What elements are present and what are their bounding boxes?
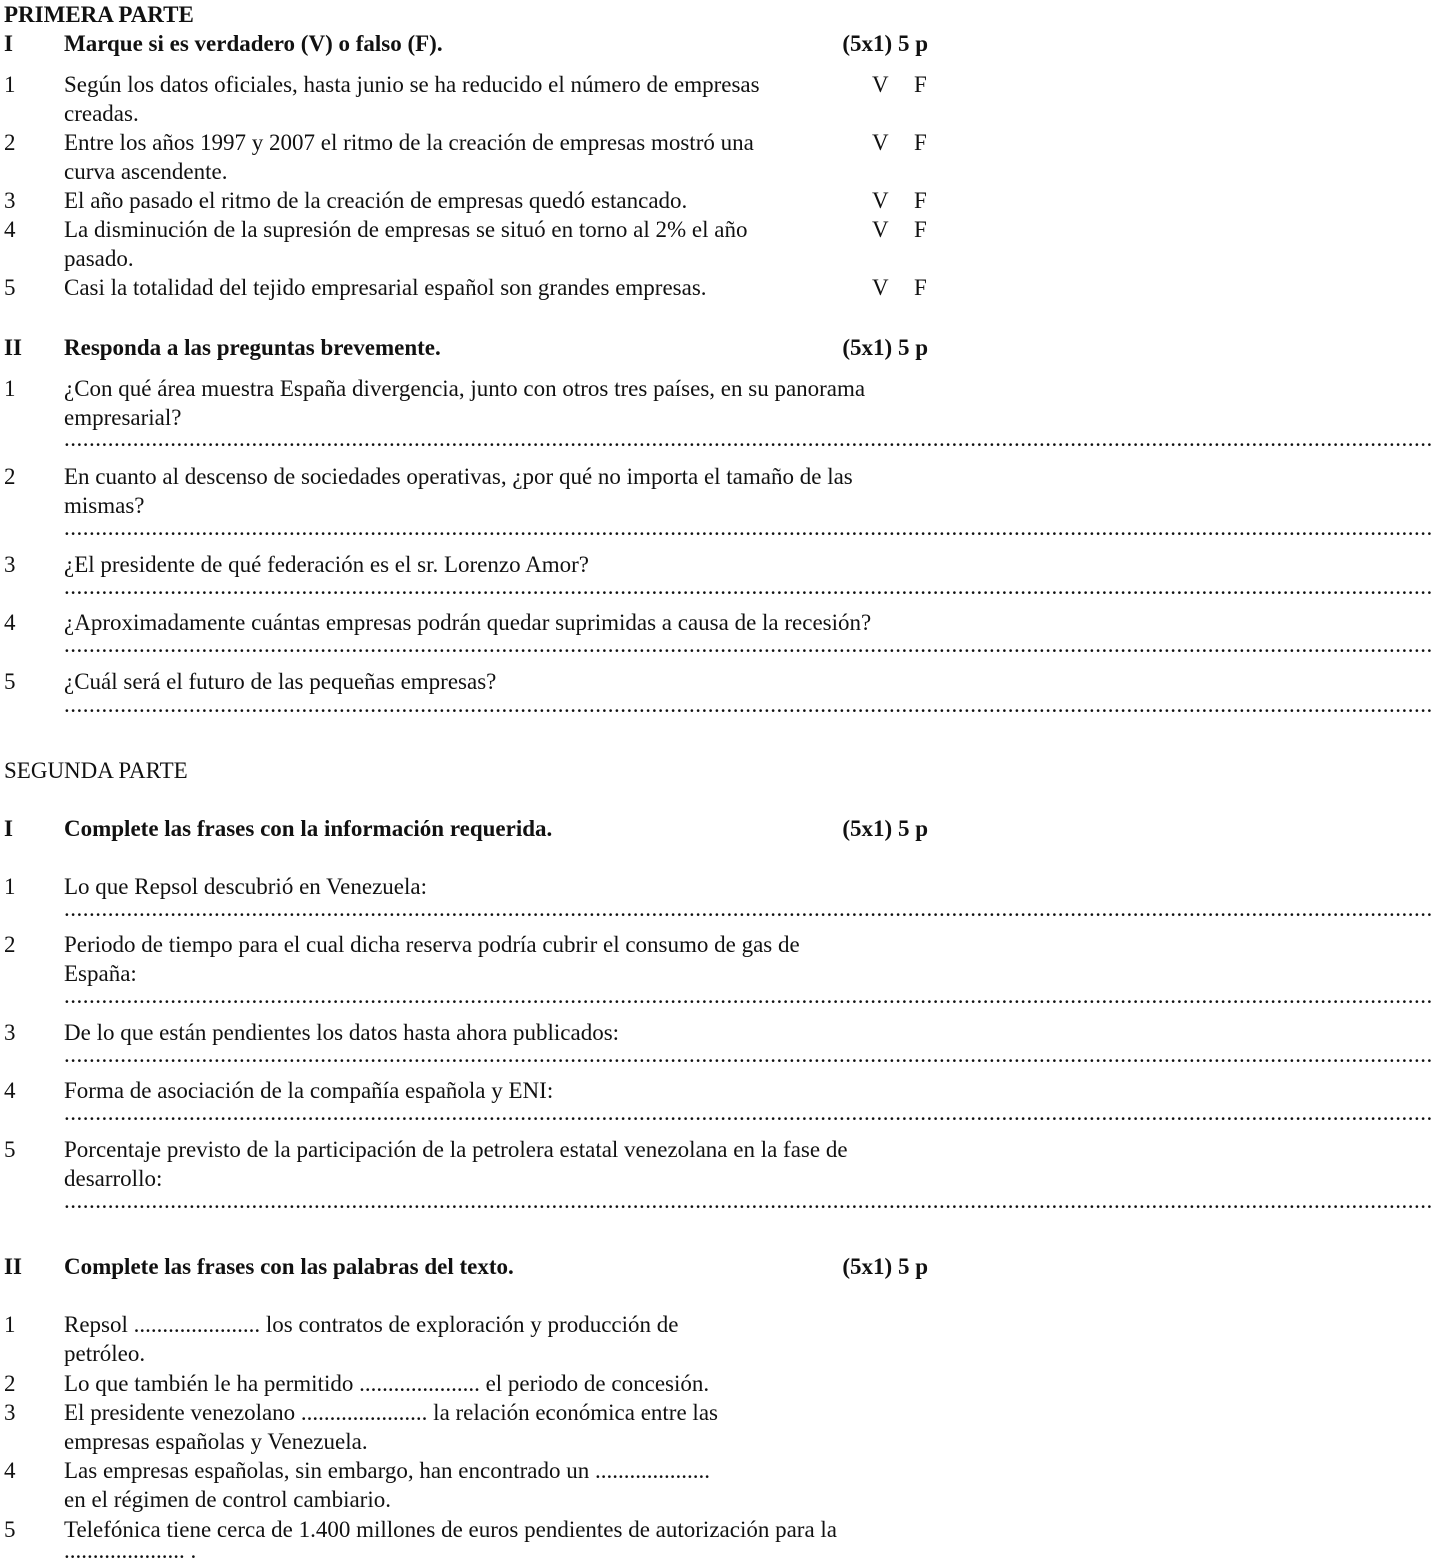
item-number: 1 [4, 874, 16, 899]
section-number: I [4, 31, 13, 56]
item-number: 3 [4, 1400, 16, 1425]
prompt-text: De lo que están pendientes los datos hasta ahora publicados: [64, 1020, 620, 1045]
vf-choice[interactable]: V F [872, 275, 927, 300]
section-heading: Marque si es verdadero (V) o falso (F). [64, 31, 443, 56]
section-points: (5x1) 5 p [842, 335, 928, 360]
tf-statement: El año pasado el ritmo de la creación de empresas quedó estancado. [64, 188, 688, 213]
vf-choice[interactable]: V F [872, 130, 927, 155]
item-number: 5 [4, 1517, 16, 1542]
fill-sentence-cont: petróleo. [64, 1341, 146, 1366]
answer-line[interactable]: ........................................................................................................................................................................................................................... [64, 1188, 1433, 1213]
section-number: II [4, 335, 22, 360]
item-number: 1 [4, 376, 16, 401]
item-number: 2 [4, 130, 16, 155]
prompt-text: Porcentaje previsto de la participación de la petrolera estatal venezolana en la fase de [64, 1137, 848, 1162]
section-points: (5x1) 5 p [842, 1254, 928, 1279]
question-text-cont: empresarial? [64, 405, 182, 430]
section-heading: Complete las frases con las palabras del texto. [64, 1254, 514, 1279]
tf-statement: La disminución de la supresión de empresas se situó en torno al 2% el año [64, 217, 748, 242]
answer-line[interactable]: ........................................................................................................................................................................................................................... [64, 1100, 1433, 1125]
item-number: 5 [4, 669, 16, 694]
question-text: ¿El presidente de qué federación es el sr. Lorenzo Amor? [64, 552, 589, 577]
fill-sentence-cont: en el régimen de control cambiario. [64, 1487, 391, 1512]
fill-sentence[interactable]: El presidente venezolano ...................... la relación económica entre las [64, 1400, 718, 1425]
section-number: I [4, 816, 13, 841]
fill-sentence[interactable]: Las empresas españolas, sin embargo, han encontrado un .................... [64, 1458, 710, 1483]
tf-statement: Entre los años 1997 y 2007 el ritmo de la creación de empresas mostró una [64, 130, 754, 155]
fill-sentence[interactable]: Lo que también le ha permitido ..................... el periodo de concesión. [64, 1371, 710, 1396]
answer-line[interactable]: ........................................................................................................................................................................................................................... [64, 983, 1433, 1008]
item-number: 2 [4, 1371, 16, 1396]
section-points: (5x1) 5 p [842, 31, 928, 56]
item-number: 1 [4, 72, 16, 97]
item-number: 2 [4, 464, 16, 489]
tf-statement: Según los datos oficiales, hasta junio se ha reducido el número de empresas [64, 72, 760, 97]
fill-blank[interactable]: ..................... . [64, 1538, 197, 1563]
section-number: II [4, 1254, 22, 1279]
item-number: 5 [4, 275, 16, 300]
item-number: 3 [4, 552, 16, 577]
answer-line[interactable]: ........................................................................................................................................................................................................................... [64, 515, 1433, 540]
prompt-text: Lo que Repsol descubrió en Venezuela: [64, 874, 427, 899]
fill-sentence[interactable]: Repsol ...................... los contratos de exploración y producción de [64, 1312, 679, 1337]
prompt-text: Periodo de tiempo para el cual dicha reserva podría cubrir el consumo de gas de [64, 932, 800, 957]
prompt-text-cont: desarrollo: [64, 1166, 163, 1191]
question-text-cont: mismas? [64, 493, 145, 518]
tf-statement-cont: pasado. [64, 246, 134, 271]
item-number: 4 [4, 217, 16, 242]
item-number: 4 [4, 1078, 16, 1103]
item-number: 2 [4, 932, 16, 957]
vf-choice[interactable]: V F [872, 72, 927, 97]
prompt-text: Forma de asociación de la compañía española y ENI: [64, 1078, 554, 1103]
question-text: ¿Cuál será el futuro de las pequeñas empresas? [64, 669, 497, 694]
tf-statement-cont: curva ascendente. [64, 159, 228, 184]
section-points: (5x1) 5 p [842, 816, 928, 841]
answer-line[interactable]: ........................................................................................................................................................................................................................... [64, 692, 1433, 717]
vf-choice[interactable]: V F [872, 217, 927, 242]
item-number: 3 [4, 1020, 16, 1045]
tf-statement: Casi la totalidad del tejido empresarial español son grandes empresas. [64, 275, 707, 300]
item-number: 3 [4, 188, 16, 213]
item-number: 1 [4, 1312, 16, 1337]
fill-sentence-cont: empresas españolas y Venezuela. [64, 1429, 368, 1454]
item-number: 4 [4, 1458, 16, 1483]
question-text: ¿Con qué área muestra España divergencia, junto con otros tres países, en su panorama [64, 376, 866, 401]
section-heading: Complete las frases con la información requerida. [64, 816, 553, 841]
part1-title: PRIMERA PARTE [4, 2, 194, 27]
part2-title: SEGUNDA PARTE [4, 758, 188, 783]
question-text: ¿Aproximadamente cuántas empresas podrán quedar suprimidas a causa de la recesión? [64, 610, 872, 635]
answer-line[interactable]: ........................................................................................................................................................................................................................... [64, 896, 1433, 921]
answer-line[interactable]: ........................................................................................................................................................................................................................... [64, 1042, 1433, 1067]
answer-line[interactable]: ........................................................................................................................................................................................................................... [64, 426, 1433, 451]
fill-sentence[interactable]: Telefónica tiene cerca de 1.400 millones de euros pendientes de autorización para la [64, 1517, 838, 1542]
prompt-text-cont: España: [64, 961, 137, 986]
item-number: 4 [4, 610, 16, 635]
section-heading: Responda a las preguntas brevemente. [64, 335, 441, 360]
answer-line[interactable]: ........................................................................................................................................................................................................................... [64, 632, 1433, 657]
tf-statement-cont: creadas. [64, 101, 139, 126]
vf-choice[interactable]: V F [872, 188, 927, 213]
item-number: 5 [4, 1137, 16, 1162]
question-text: En cuanto al descenso de sociedades operativas, ¿por qué no importa el tamaño de las [64, 464, 853, 489]
answer-line[interactable]: ........................................................................................................................................................................................................................... [64, 574, 1433, 599]
